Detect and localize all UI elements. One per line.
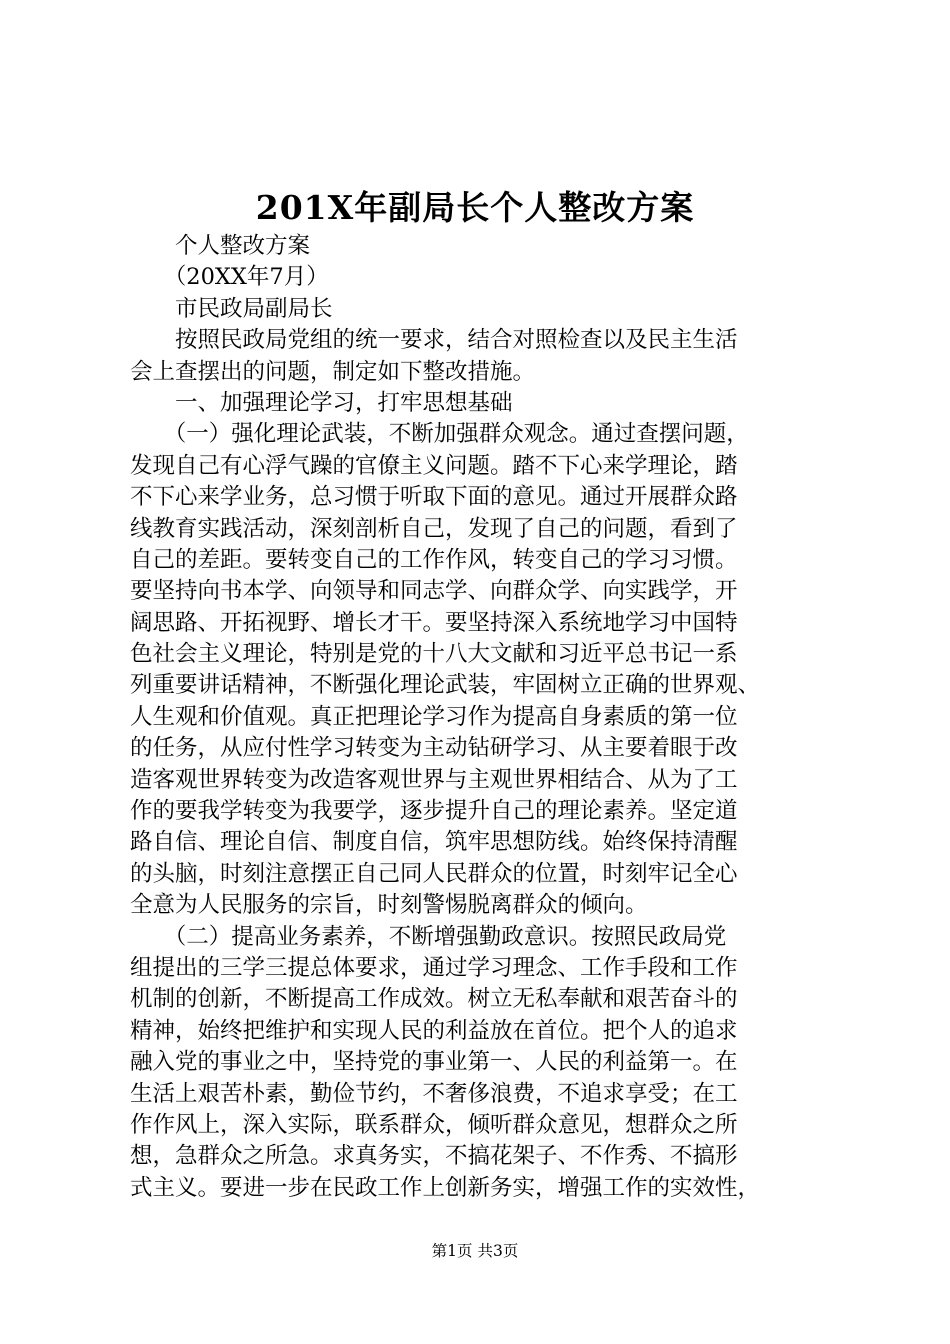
text-line: （一）强化理论武装，不断加强群众观念。通过查摆问题，	[130, 421, 749, 448]
text-line: 融入党的事业之中，坚持党的事业第一、人民的利益第一。在	[130, 1049, 738, 1076]
text-line: 精神，始终把维护和实现人民的利益放在首位。把个人的追求	[130, 1017, 738, 1044]
text-line: 发现自己有心浮气躁的官僚主义问题。踏不下心来学理论，踏	[130, 452, 738, 479]
text-line: 的头脑，时刻注意摆正自己同人民群众的位置，时刻牢记全心	[130, 860, 738, 887]
text-line: 会上查摆出的问题，制定如下整改措施。	[130, 358, 536, 385]
text-line: 式主义。要进一步在民政工作上创新务实，增强工作的实效性，	[130, 1174, 761, 1201]
text-line: 生活上艰苦朴素，勤俭节约，不奢侈浪费，不追求享受；在工	[130, 1080, 738, 1107]
text-line: 一、加强理论学习，打牢思想基础	[130, 389, 513, 416]
text-line: 全意为人民服务的宗旨，时刻警惕脱离群众的倾向。	[130, 892, 648, 919]
text-line: 组提出的三学三提总体要求，通过学习理念、工作手段和工作	[130, 954, 738, 981]
text-line: 路自信、理论自信、制度自信，筑牢思想防线。始终保持清醒	[130, 829, 738, 856]
text-line: 作的要我学转变为我要学，逐步提升自己的理论素养。坚定道	[130, 798, 738, 825]
text-line: 机制的创新，不断提高工作成效。树立无私奉献和艰苦奋斗的	[130, 986, 738, 1013]
text-line: （二）提高业务素养，不断增强勤政意识。按照民政局党	[130, 923, 727, 950]
text-line: 色社会主义理论，特别是党的十八大文献和习近平总书记一系	[130, 641, 738, 668]
text-line: （20XX年7月）	[130, 264, 329, 291]
text-line: 自己的差距。要转变自己的工作作风，转变自己的学习习惯。	[130, 546, 738, 573]
text-line: 个人整改方案	[130, 233, 311, 259]
text-line: 想，急群众之所急。求真务实，不搞花架子、不作秀、不搞形	[130, 1143, 738, 1170]
text-line: 列重要讲话精神，不断强化理论武装，牢固树立正确的世界观、	[130, 672, 761, 699]
document-body	[130, 231, 830, 1204]
text-line: 线教育实践活动，深刻剖析自己，发现了自己的问题，看到了	[130, 515, 738, 542]
text-line: 作作风上，深入实际，联系群众，倾听群众意见，想群众之所	[130, 1111, 738, 1138]
text-line: 市民政局副局长	[130, 295, 333, 322]
page-footer: 第1页 共3页	[431, 1242, 519, 1260]
text-line: 造客观世界转变为改造客观世界与主观世界相结合、从为了工	[130, 766, 738, 793]
text-line: 按照民政局党组的统一要求，结合对照检查以及民主生活	[130, 327, 738, 354]
document-title: 201X年副局长个人整改方案	[255, 188, 695, 227]
text-line: 人生观和价值观。真正把理论学习作为提高自身素质的第一位	[130, 703, 738, 730]
text-line: 要坚持向书本学、向领导和同志学、向群众学、向实践学，开	[130, 578, 738, 605]
text-line: 的任务，从应付性学习转变为主动钻研学习、从主要着眼于改	[130, 735, 738, 762]
text-line: 不下心来学业务，总习惯于听取下面的意见。通过开展群众路	[130, 484, 738, 511]
text-line: 阔思路、开拓视野、增长才干。要坚持深入系统地学习中国特	[130, 609, 738, 636]
